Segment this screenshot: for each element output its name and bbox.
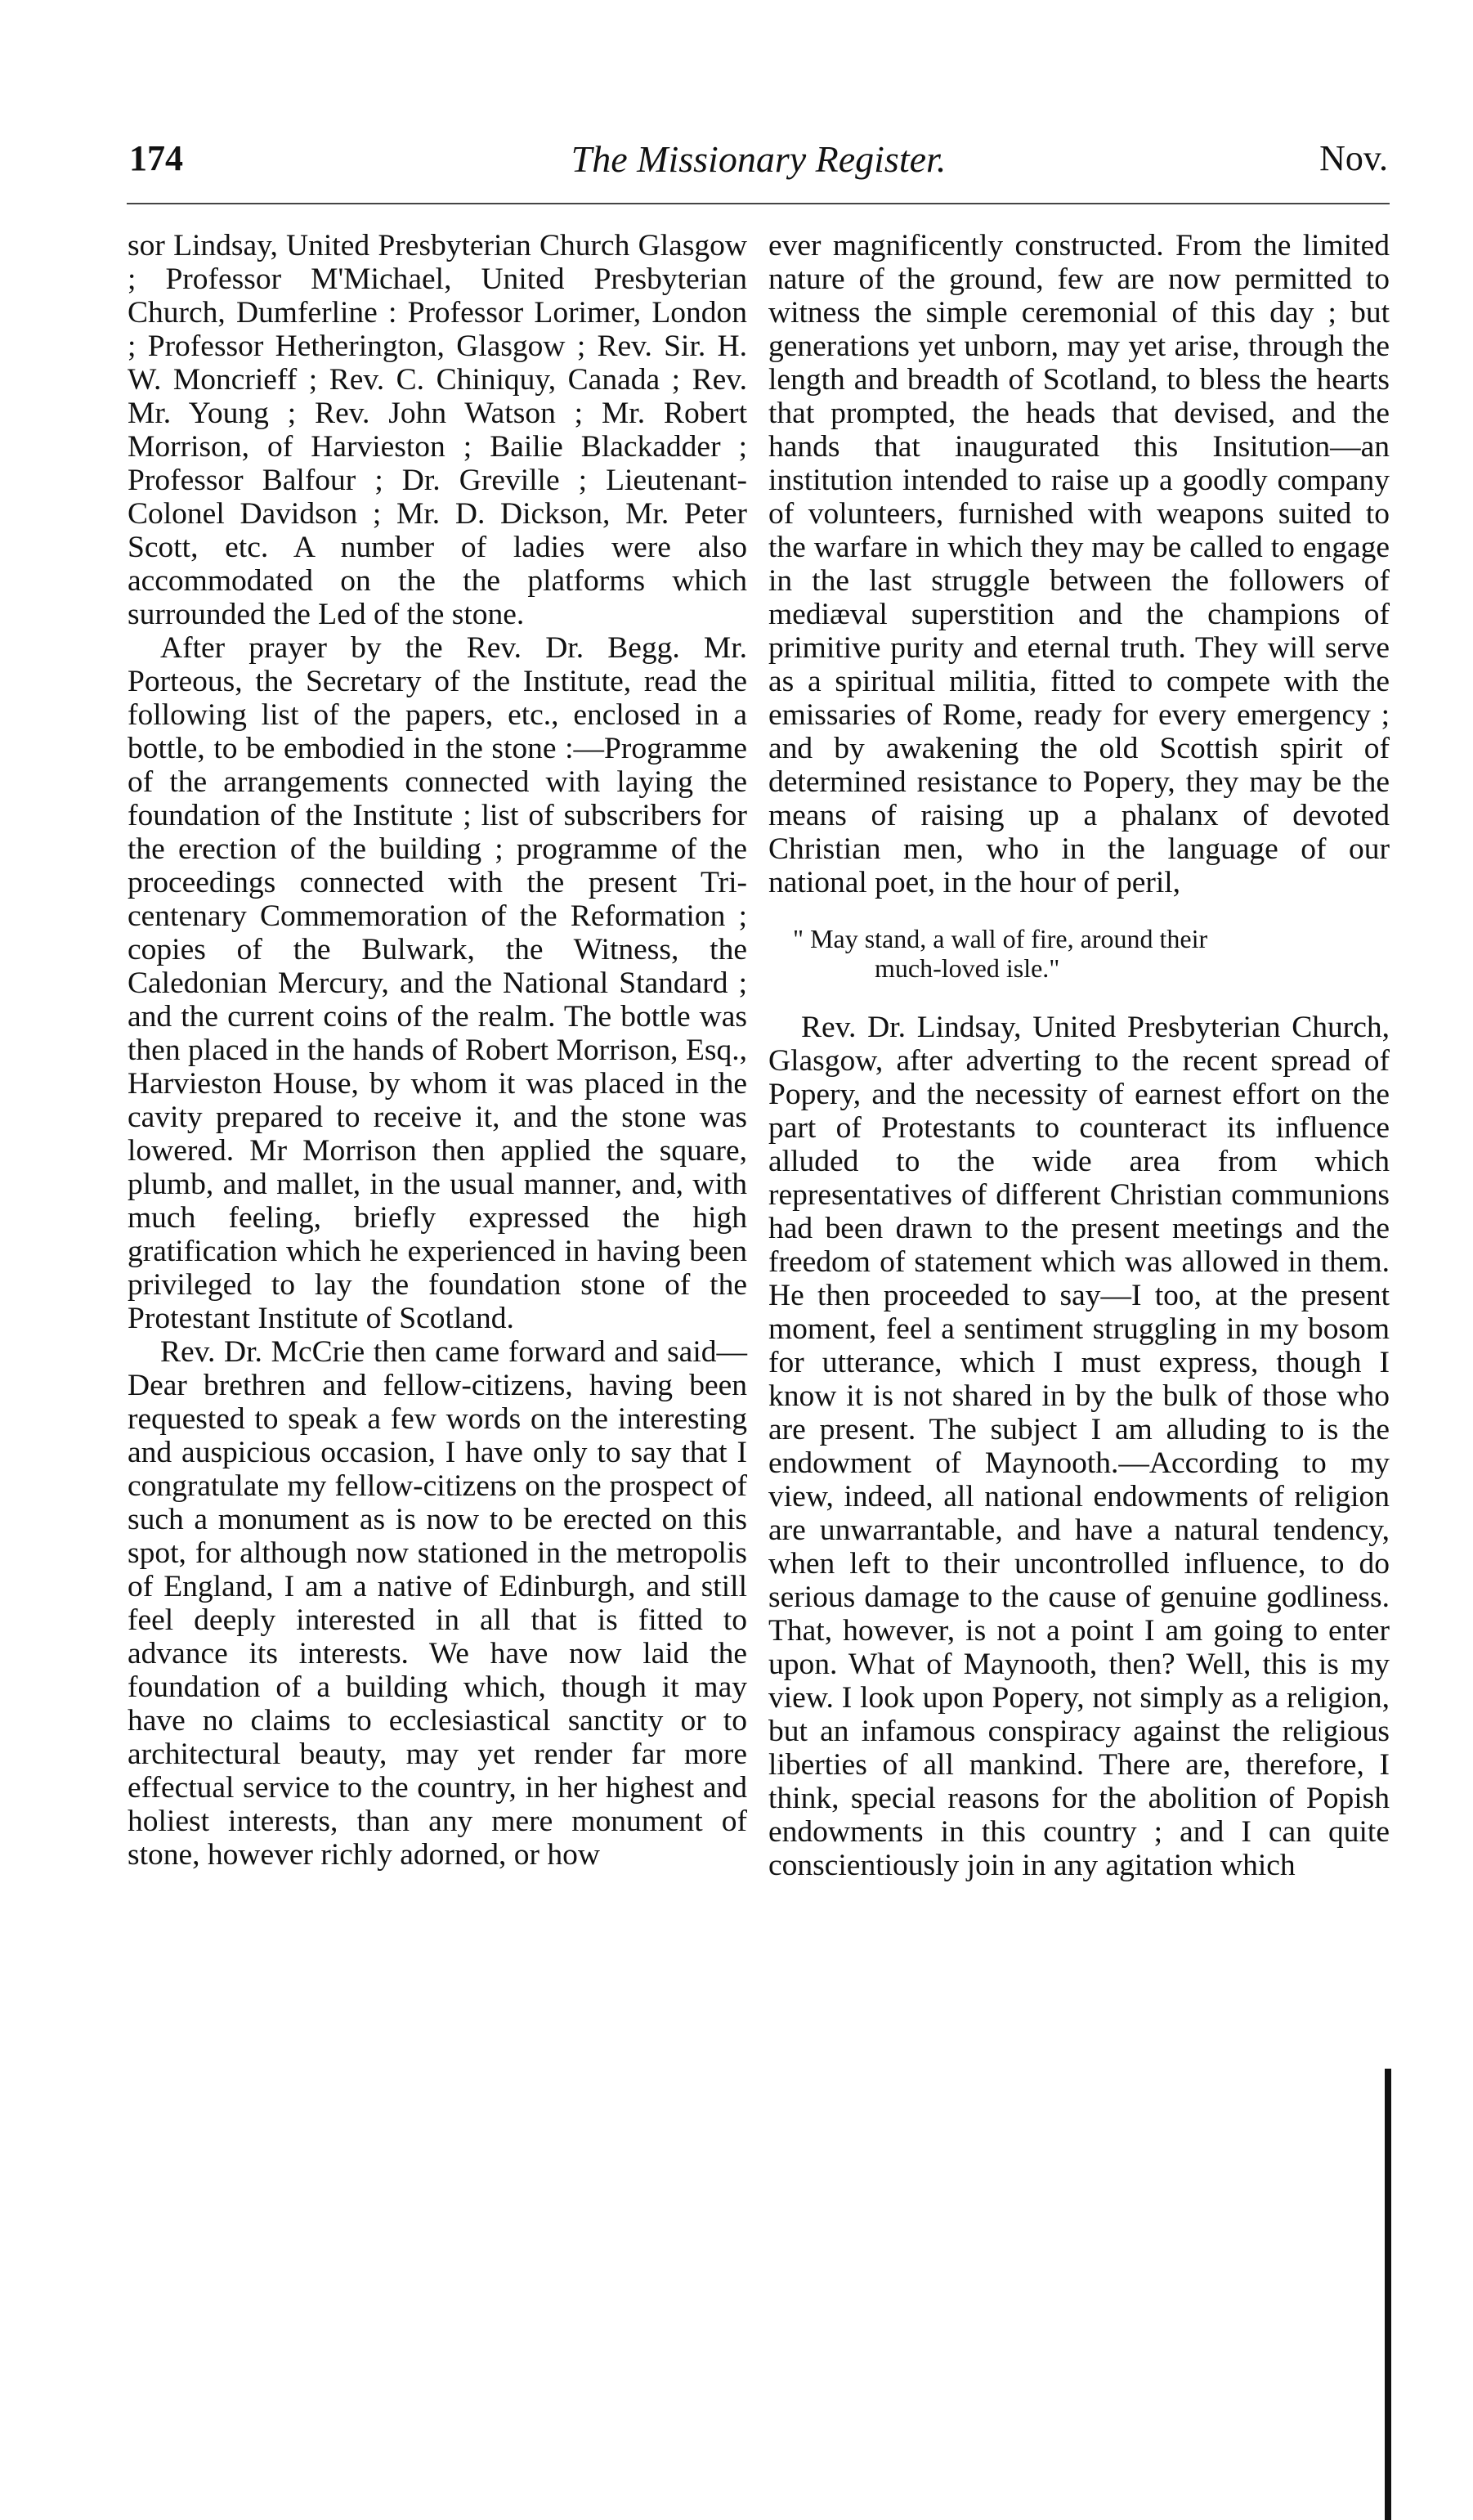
verse-quote bbox=[768, 924, 1390, 983]
header-month: Nov. bbox=[1319, 138, 1388, 178]
left-paragraph-1: sor Lindsay, United Presbyterian Church Glasgow ; Professor M'Michael, United Presbyterian Church, Dumferline : Professor Lorimer, London ; Professor Hetherington, Glasgow ; Rev. Sir. H. W. Moncrieff ; Rev. C. Chiniquy, Canada ; Rev. Mr. Young ; Rev. John Watson ; Mr. Robert Morrison, of Harvieston ; Bailie Blackadder ; Professor Balfour ; Dr. Greville ; Lieutenant-Colonel Davidson ; Mr. D. Dickson, Mr. Peter Scott, etc. A number of ladies were also accommodated on the the platforms which surrounded the Led of the stone. bbox=[128, 229, 747, 631]
right-paragraph-1: ever magnificently constructed. From the limited nature of the ground, few are now permitted to witness the simple ceremonial of this day ; but generations yet unborn, may yet arise, through the length and breadth of Scotland, to bless the hearts that prompted, the heads that devised, and the hands that inaugurated this Insitution—an institution intended to raise up a goodly company of volunteers, furnished with weapons suited to the warfare in which they may be called to engage in the last struggle between the followers of mediæval superstition and the champions of primitive purity and eternal truth. They will serve as a spiritual militia, fitted to compete with the emissaries of Rome, ready for every emergency ; and by awakening the old Scottish spirit of determined resistance to Popery, they may be the means of raising up a phalanx of devoted Christian men, who in the language of our national poet, in the hour of peril, bbox=[768, 229, 1390, 899]
left-paragraph-2: After prayer by the Rev. Dr. Begg. Mr. Porteous, the Secretary of the Institute, read the following list of the papers, etc., enclosed in a bottle, to be embodied in the stone :—Programme of the arrangements connected with laying the foundation of the Institute ; list of subscribers for the erection of the building ; programme of the proceedings connected with the present Tri-centenary Commemoration of the Reformation ; copies of the Bulwark, the Witness, the Caledonian Mercury, and the National Standard ; and the current coins of the realm. The bottle was then placed in the hands of Robert Morrison, Esq., Harvieston House, by whom it was placed in the cavity prepared to receive it, and the stone was lowered. Mr Morrison then applied the square, plumb, and mallet, in the usual manner, and, with much feeling, briefly expressed the high gratification which he experienced in having been privileged to lay the foundation stone of the Protestant Institute of Scotland. bbox=[128, 631, 747, 1335]
left-column bbox=[128, 229, 747, 1872]
quote-line-1: " May stand, a wall of fire, around their bbox=[793, 924, 1208, 953]
right-paragraph-2: Rev. Dr. Lindsay, United Presbyterian Church, Glasgow, after adverting to the recent spread of Popery, and the necessity of earnest effort on the part of Protestants to counteract its influence alluded to the wide area from which representatives of different Christian communions had been drawn to the present meetings and the freedom of statement which was allowed in them. He then proceeded to say—I too, at the present moment, feel a sentiment struggling in my bosom for utterance, which I must express, though I know it is not shared in by the bulk of those who are present. The subject I am alluding to is the endowment of Maynooth.—According to my view, indeed, all national endowments of religion are unwarrantable, and have a natural tendency, when left to their uncontrolled influence, to do serious damage to the cause of genuine godliness. That, however, is not a point I am going to enter upon. What of Maynooth, then? Well, this is my view. I look upon Popery, not simply as a religion, but an infamous conspiracy against the religious liberties of all mankind. There are, therefore, I think, special reasons for the abolition of Popish endowments in this country ; and I can quite conscientiously join in any agitation which bbox=[768, 1011, 1390, 1882]
page-edge-shadow bbox=[1385, 2069, 1391, 2520]
quote-line-2: much-loved isle." bbox=[875, 953, 1060, 983]
page-number: 174 bbox=[129, 138, 183, 178]
header-rule bbox=[127, 203, 1390, 204]
running-title: The Missionary Register. bbox=[571, 138, 947, 180]
left-paragraph-3: Rev. Dr. McCrie then came forward and said—Dear brethren and fellow-citizens, having been requested to speak a few words on the interesting and auspicious occasion, I have only to say that I congratulate my fellow-citizens on the prospect of such a monument as is now to be erected on this spot, for although now stationed in the metropolis of England, I am a native of Edinburgh, and still feel deeply interested in all that is fitted to advance its interests. We have now laid the foundation of a building which, though it may have no claims to ecclesiastical sanctity or to architectural beauty, may yet render far more effectual service to the country, in her highest and holiest interests, than any mere monument of stone, however richly adorned, or how bbox=[128, 1335, 747, 1872]
right-column bbox=[768, 229, 1390, 1882]
page-header bbox=[129, 137, 1388, 203]
